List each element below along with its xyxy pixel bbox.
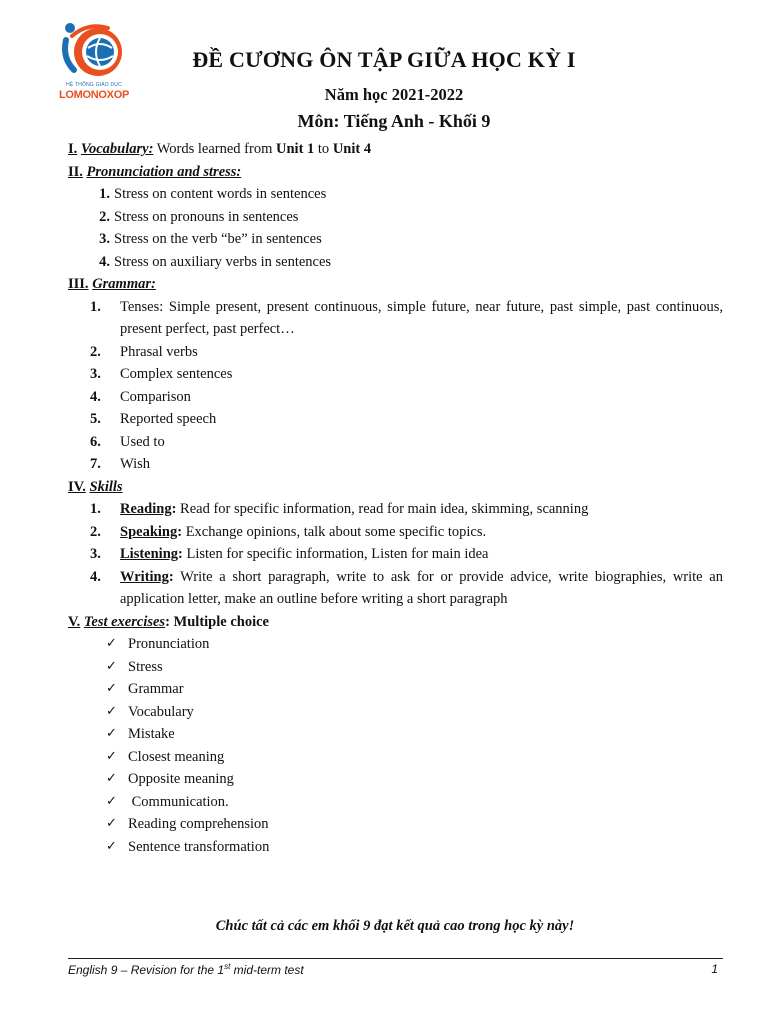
item-number: 5.	[90, 411, 101, 427]
checkmark-icon: ✓	[106, 816, 117, 831]
list-item	[68, 206, 723, 229]
item-text: Stress on auxiliary verbs in sentences	[114, 253, 332, 270]
checkmark-icon: ✓	[106, 636, 117, 651]
checkmark-icon: ✓	[106, 726, 117, 741]
item-number: 4.	[90, 388, 101, 405]
item-text: Closest meaning	[128, 748, 225, 765]
list-item	[68, 453, 723, 476]
item-number: 3.	[90, 546, 101, 562]
item-text: Speaking: Exchange opinions, talk about some specific topics.	[120, 523, 487, 540]
item-text: Writing: Write a short paragraph, write to ask for or provide advice, write biographies, write an application letter, make an outline before writing a short paragraph	[120, 568, 723, 607]
item-number: 2.	[90, 343, 101, 360]
list-item	[68, 791, 723, 814]
checkmark-icon: ✓	[106, 658, 117, 674]
checkmark-icon: ✓	[106, 748, 117, 764]
skill-label: Speaking	[120, 523, 178, 540]
list-item	[68, 341, 723, 364]
list-item	[68, 228, 723, 251]
skill-description: Read for specific information, read for main idea, skimming, scanning	[176, 501, 589, 517]
section-skills	[68, 476, 723, 499]
item-text: Listening: Listen for specific information, Listen for main idea	[120, 546, 489, 562]
logo-brand: LOMONOXOP	[58, 89, 130, 101]
checkmark-icon: ✓	[106, 793, 117, 809]
subject-line: Môn: Tiếng Anh - Khối 9	[297, 111, 491, 131]
section-suffix: Multiple choice	[169, 613, 269, 630]
list-item	[68, 408, 723, 431]
checkmark-icon: ✓	[106, 771, 117, 786]
item-text: Phrasal verbs	[120, 343, 198, 360]
item-text: Grammar	[128, 681, 184, 697]
section-numeral: II.	[68, 163, 83, 180]
vocab-text-before: Words learned from	[153, 141, 276, 157]
checkmark-icon: ✓	[106, 703, 117, 719]
list-item	[68, 633, 723, 656]
vocab-unit-from: Unit 1	[276, 141, 315, 157]
document-title: ĐỀ CƯƠNG ÔN TẬP GIỮA HỌC KỲ I	[192, 47, 576, 72]
list-item	[68, 431, 723, 454]
footer-divider	[68, 958, 723, 959]
item-text: Pronunciation	[128, 636, 210, 652]
section-vocabulary	[68, 138, 723, 161]
section-title: Grammar:	[92, 276, 156, 292]
item-text: Communication.	[128, 793, 229, 810]
section-title: Pronunciation and stress:	[86, 163, 242, 180]
item-text: Reading comprehension	[128, 816, 269, 832]
item-number: 1.	[99, 186, 110, 202]
item-number: 3.	[99, 231, 110, 247]
list-item	[68, 566, 723, 611]
skill-description: Write a short paragraph, write to ask for or provide advice, write biographies, write an application letter, make an outline before writing a short paragraph	[120, 568, 723, 607]
list-item	[68, 251, 723, 274]
item-text: Comparison	[120, 388, 191, 405]
item-text: Stress	[128, 658, 163, 675]
item-text: Opposite meaning	[128, 771, 234, 787]
item-text: Mistake	[128, 726, 175, 742]
skill-description: Listen for specific information, Listen for main idea	[182, 546, 489, 562]
section-numeral: I.	[68, 141, 78, 157]
document-body	[68, 138, 723, 858]
list-item	[68, 386, 723, 409]
list-item	[68, 723, 723, 746]
item-number: 1.	[90, 298, 101, 315]
item-number: 6.	[90, 433, 101, 450]
item-number: 1.	[90, 501, 101, 517]
skill-label: Reading	[120, 501, 172, 517]
list-item	[68, 813, 723, 836]
list-item	[68, 656, 723, 679]
item-number: 2.	[90, 523, 101, 540]
section-test-exercises: V. Test exercises: Multiple choice	[68, 613, 269, 630]
list-item	[68, 363, 723, 386]
page-number: 1	[711, 962, 718, 976]
list-item	[68, 498, 723, 521]
item-text: Stress on pronouns in sentences	[114, 208, 299, 225]
item-text: Complex sentences	[120, 366, 233, 382]
list-item	[68, 746, 723, 769]
school-year: Năm học 2021-2022	[324, 85, 464, 104]
list-item	[68, 543, 723, 566]
list-item	[68, 521, 723, 544]
skill-label: Writing	[120, 568, 169, 585]
item-number: 4.	[90, 568, 101, 585]
section-numeral: III.	[68, 276, 89, 292]
item-text: Reading: Read for specific information, read for main idea, skimming, scanning	[120, 501, 589, 517]
section-pronunciation	[68, 161, 723, 184]
skill-label: Listening	[120, 546, 179, 562]
section-title: Test exercises	[83, 613, 166, 630]
list-item	[68, 701, 723, 724]
footer-title: English 9 – Revision for the 1st mid-term test	[68, 962, 304, 977]
list-item	[68, 183, 723, 206]
item-text: Vocabulary	[128, 703, 194, 720]
item-text: Used to	[120, 433, 165, 450]
item-number: 4.	[99, 253, 110, 270]
item-text: Stress on content words in sentences	[114, 186, 327, 202]
item-number: 2.	[99, 208, 110, 225]
list-item	[68, 768, 723, 791]
section-title: Skills	[89, 478, 123, 495]
list-item	[68, 678, 723, 701]
section-numeral: IV.	[68, 478, 86, 495]
item-text: Stress on the verb “be” in sentences	[114, 231, 322, 247]
section-numeral: V.	[68, 613, 81, 630]
closing-message: Chúc tất cả các em khối 9 đạt kết quả cao trong học kỳ này!	[215, 918, 575, 934]
list-item	[68, 836, 723, 859]
list-item	[68, 296, 723, 341]
section-grammar	[68, 273, 723, 296]
logo-tagline: HỆ THỐNG GIÁO DỤC	[66, 82, 122, 88]
checkmark-icon: ✓	[106, 838, 117, 854]
checkmark-icon: ✓	[106, 681, 117, 696]
item-text: Reported speech	[120, 411, 217, 427]
vocab-unit-to: Unit 4	[332, 141, 372, 157]
section-title: Vocabulary:	[80, 141, 154, 157]
item-number: 7.	[90, 456, 101, 472]
item-text: Wish	[120, 456, 151, 472]
item-text: Tenses: Simple present, present continuous, simple future, near future, past simple, past continuous, present perfect, past perfect…	[120, 298, 723, 337]
item-number: 3.	[90, 366, 101, 382]
item-text: Sentence transformation	[128, 838, 270, 855]
vocab-text-middle: to	[314, 141, 333, 157]
skill-description: Exchange opinions, talk about some specific topics.	[182, 523, 487, 540]
